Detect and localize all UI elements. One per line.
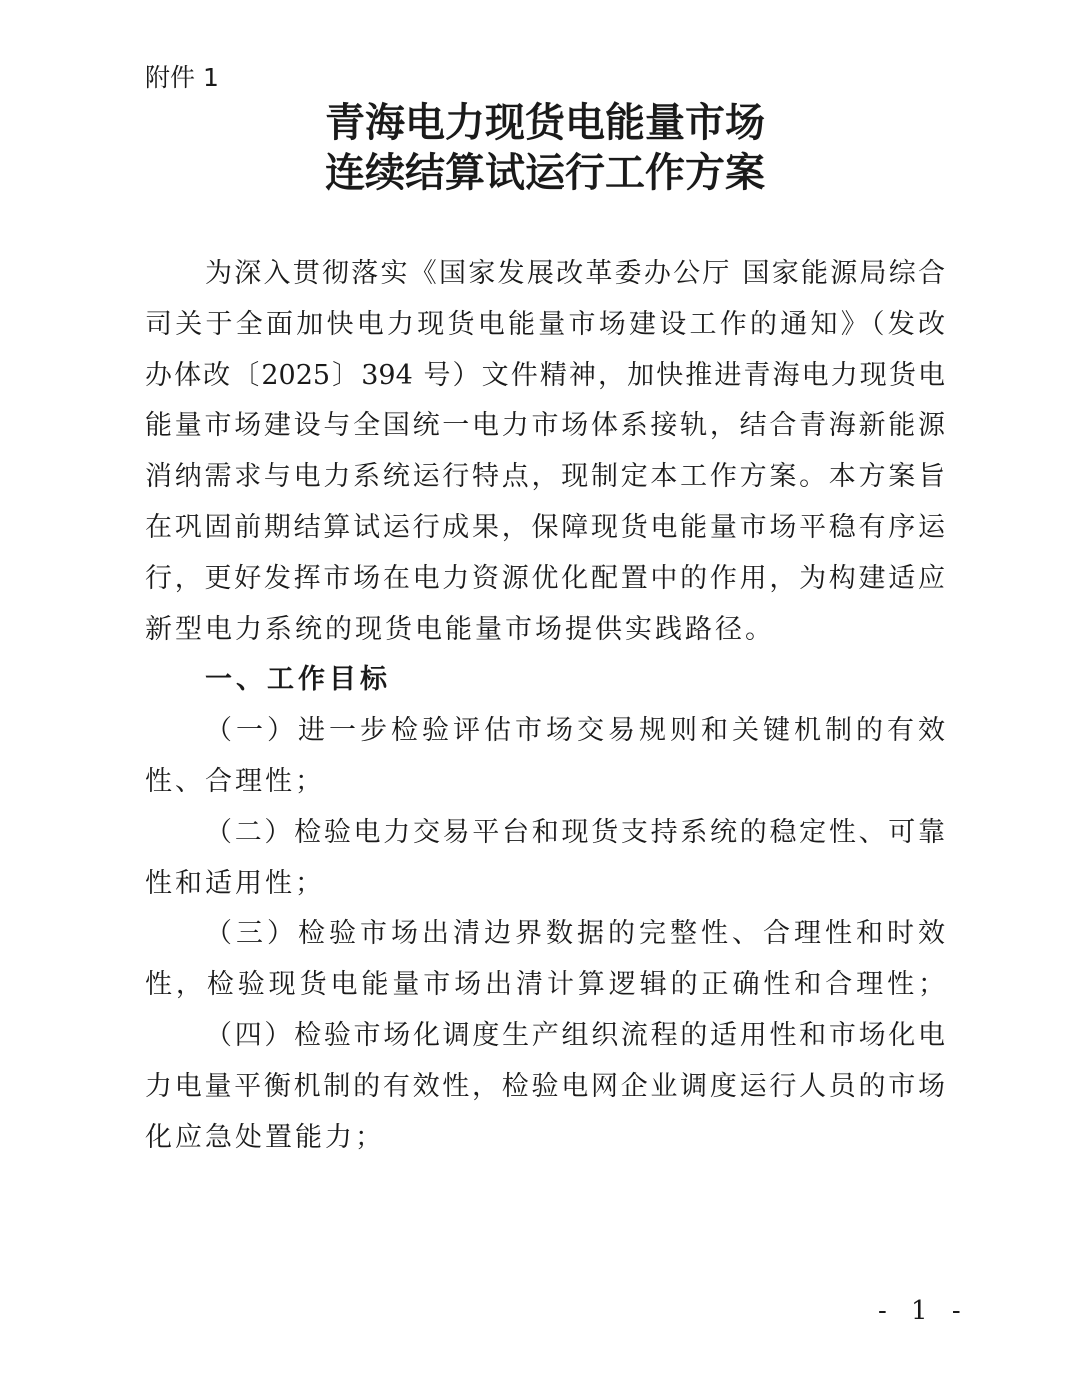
text-line: 为深入贯彻落实《国家发展改革委办公厅 国家能源局综合 bbox=[205, 258, 945, 289]
attachment-label: 附件 1 bbox=[145, 63, 219, 92]
text-line: 性和适用性； bbox=[145, 867, 325, 899]
document-body bbox=[145, 249, 945, 1163]
text-line: （二）检验电力交易平台和现货支持系统的稳定性、可靠 bbox=[205, 816, 945, 848]
title-line-2: 连续结算试运行工作方案 bbox=[325, 149, 765, 196]
text-line: 力电量平衡机制的有效性，检验电网企业调度运行人员的市场 bbox=[145, 1070, 945, 1102]
text-line: （四）检验市场化调度生产组织流程的适用性和市场化电 bbox=[205, 1019, 945, 1051]
title-line-1: 青海电力现货电能量市场 bbox=[325, 99, 765, 146]
section-heading: 一、工作目标 bbox=[205, 664, 391, 696]
document-title bbox=[0, 98, 1080, 198]
text-line: 办体改〔2025〕394 号）文件精神，加快推进青海电力现货电 bbox=[145, 359, 945, 391]
text-line: 消纳需求与电力系统运行特点，现制定本工作方案。本方案旨 bbox=[145, 461, 945, 493]
text-line: 在巩固前期结算试运行成果，保障现货电能量市场平稳有序运 bbox=[145, 511, 945, 543]
text-line: 行，更好发挥市场在电力资源优化配置中的作用，为构建适应 bbox=[145, 562, 945, 594]
text-line: 新型电力系统的现货电能量市场提供实践路径。 bbox=[145, 613, 775, 645]
text-line: 能量市场建设与全国统一电力市场体系接轨，结合青海新能源 bbox=[145, 410, 945, 442]
text-line: 司关于全面加快电力现货电能量市场建设工作的通知》（发改 bbox=[145, 308, 945, 340]
text-line: 性、合理性； bbox=[145, 765, 325, 797]
text-line: （一）进一步检验评估市场交易规则和关键机制的有效 bbox=[205, 715, 945, 747]
text-line: （三）检验市场出清边界数据的完整性、合理性和时效 bbox=[205, 918, 945, 950]
text-line: 化应急处置能力； bbox=[145, 1121, 385, 1153]
text-line: 性，检验现货电能量市场出清计算逻辑的正确性和合理性； bbox=[145, 969, 945, 1001]
page-number: - 1 - bbox=[878, 1296, 969, 1326]
intro-paragraph bbox=[145, 249, 945, 655]
goals-list bbox=[145, 706, 945, 1163]
